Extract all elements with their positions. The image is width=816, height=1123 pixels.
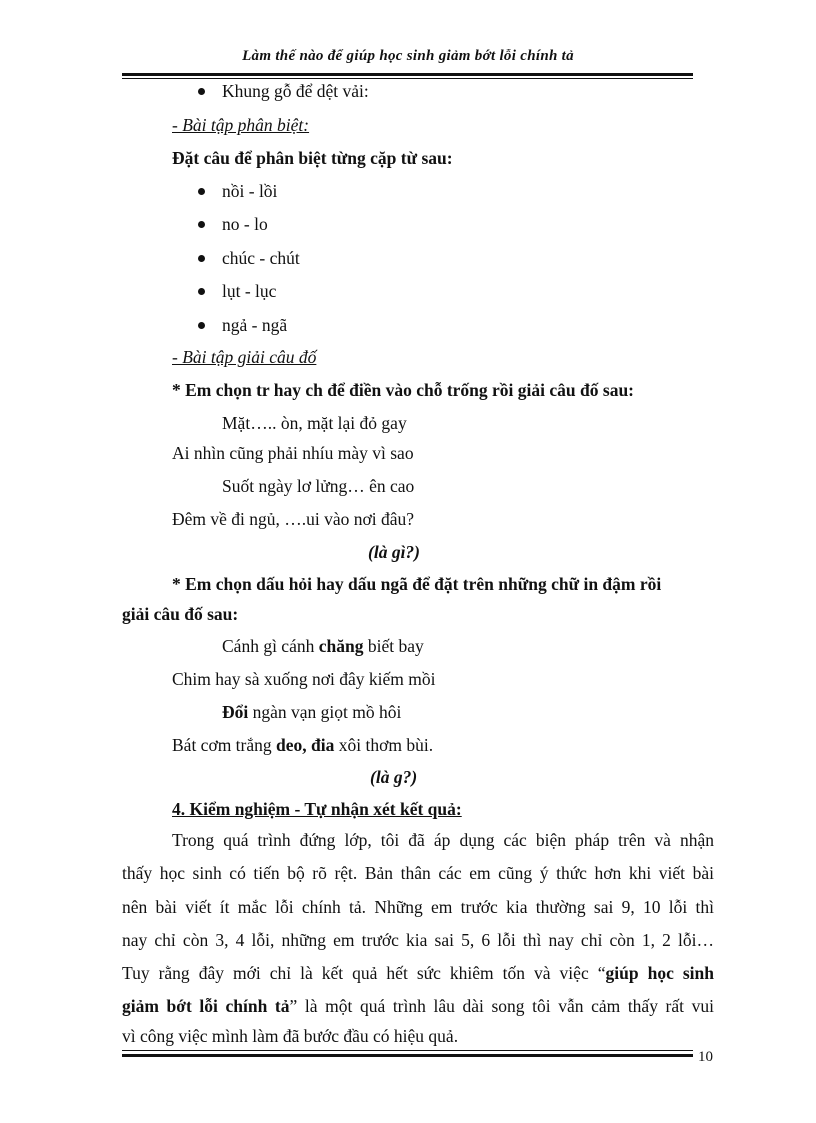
result-paragraph-line: thấy học sinh có tiến bộ rõ rệt. Bản thân các em cũng ý thức hơn khi viết bài xyxy=(122,863,714,883)
riddle2-answer: (là g?) xyxy=(370,767,418,787)
header-rule-thin xyxy=(122,78,693,79)
riddle2-text: Bát cơm trắng xyxy=(172,735,277,755)
distinguish-instruction: Đặt câu để phân biệt từng cặp từ sau: xyxy=(172,148,453,168)
riddle2-instruction-line2: giải câu đố sau: xyxy=(122,604,239,624)
result-paragraph-line xyxy=(122,962,714,984)
section-result-heading: 4. Kiểm nghiệm - Tự nhận xét kết quả: xyxy=(172,799,462,819)
riddle2-bold-word: deo, đia xyxy=(276,735,335,755)
section-riddle-heading: - Bài tập giải câu đố xyxy=(172,347,317,367)
pair-item: ngả - ngã xyxy=(222,315,288,335)
riddle1-answer: (là gì?) xyxy=(368,542,421,562)
footer-rule-thick xyxy=(122,1054,693,1057)
header-rule-thick xyxy=(122,73,693,76)
pair-item: nồi - lồi xyxy=(222,181,278,201)
footer-rule-thin xyxy=(122,1050,693,1051)
riddle2-line-4 xyxy=(172,734,433,756)
riddle2-line-2: Chim hay sà xuống nơi đây kiếm mồi xyxy=(172,669,436,689)
riddle2-bold-word: chăng xyxy=(318,636,364,656)
riddle1-line: Ai nhìn cũng phải nhíu mày vì sao xyxy=(172,443,414,463)
riddle1-line: Suốt ngày lơ lửng… ên cao xyxy=(222,476,415,496)
riddle2-instruction-line1: * Em chọn dấu hỏi hay dấu ngã để đặt trên những chữ in đậm rồi xyxy=(172,574,662,594)
bullet-icon xyxy=(198,188,205,195)
pair-item: lụt - lục xyxy=(222,281,277,301)
result-bold-text: giảm bớt lỗi chính tả xyxy=(122,996,290,1016)
result-paragraph-line xyxy=(122,995,714,1017)
riddle2-text: biết bay xyxy=(363,636,424,656)
riddle2-bold-word: Đổi xyxy=(222,702,249,722)
section-distinguish-heading: - Bài tập phân biệt: xyxy=(172,115,310,135)
result-paragraph-line: Trong quá trình đứng lớp, tôi đã áp dụng các biện pháp trên và nhận xyxy=(172,830,714,850)
pair-item: no - lo xyxy=(222,214,268,234)
bullet-icon xyxy=(198,288,205,295)
riddle2-line-1 xyxy=(222,635,424,657)
riddle1-line: Mặt….. òn, mặt lại đỏ gay xyxy=(222,413,407,433)
intro-bullet-text: Khung gỗ để dệt vải: xyxy=(222,81,369,101)
result-bold-text: giúp học sinh xyxy=(605,963,714,983)
result-text: ” là một quá trình lâu dài song tôi vẫn cảm thấy rất vui xyxy=(289,996,714,1016)
riddle1-instruction: * Em chọn tr hay ch để điền vào chỗ trống rồi giải câu đố sau: xyxy=(172,380,634,400)
riddle2-text: ngàn vạn giọt mồ hôi xyxy=(248,702,402,722)
riddle1-line: Đêm về đi ngủ, ….ui vào nơi đâu? xyxy=(172,509,415,529)
riddle2-line-3 xyxy=(222,701,401,723)
riddle2-text: xôi thơm bùi. xyxy=(334,735,434,755)
result-paragraph-line: nay chỉ còn 3, 4 lỗi, những em trước kia sai 5, 6 lỗi thì nay chỉ còn 1, 2 lỗi… xyxy=(122,930,714,950)
riddle2-text: Cánh gì cánh xyxy=(222,636,319,656)
bullet-icon xyxy=(198,255,205,262)
result-text: Tuy rằng đây mới chỉ là kết quả hết sức khiêm tốn và việc “ xyxy=(122,963,606,983)
page-number: 10 xyxy=(698,1049,713,1065)
page-header-title: Làm thế nào để giúp học sinh giảm bớt lỗi chính tả xyxy=(242,48,574,64)
bullet-icon xyxy=(198,322,205,329)
result-paragraph-last-line: vì công việc mình làm đã bước đầu có hiệu quả. xyxy=(122,1026,459,1046)
bullet-icon xyxy=(198,88,205,95)
result-paragraph-line: nên bài viết ít mắc lỗi chính tả. Những em trước kia thường sai 9, 10 lỗi thì xyxy=(122,897,714,917)
pair-item: chúc - chút xyxy=(222,248,300,268)
bullet-icon xyxy=(198,221,205,228)
